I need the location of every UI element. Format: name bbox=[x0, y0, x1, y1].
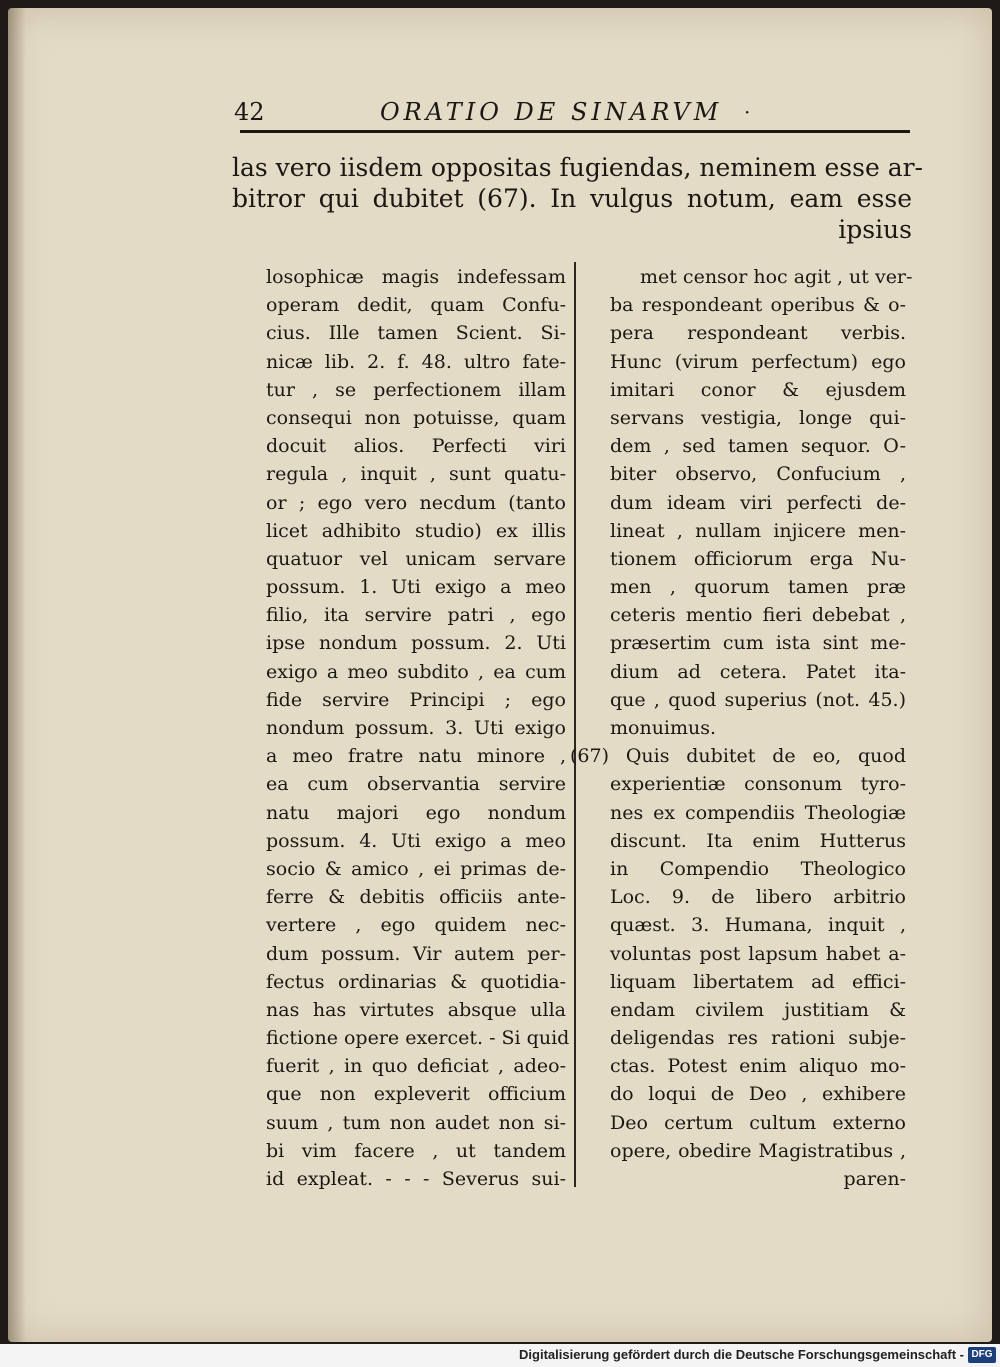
footnote-line: ea cum observantia servire bbox=[266, 773, 566, 796]
footnote-line: quatuor vel unicam servare bbox=[266, 547, 566, 570]
footnote-line: monuimus. bbox=[610, 717, 717, 739]
footnote-line: opere, obedire Magistratibus , bbox=[610, 1139, 906, 1162]
footnote-line: deligendas res rationi subje- bbox=[610, 1027, 906, 1050]
footnote-line: possum. 1. Uti exigo a meo bbox=[266, 576, 566, 599]
footnote-line: ipse nondum possum. 2. Uti bbox=[266, 632, 566, 655]
footnote-line: dium ad cetera. Patet ita- bbox=[610, 660, 906, 683]
footnote-line: nes ex compendiis Theologiæ bbox=[610, 801, 906, 824]
footnote-line: Deo certum cultum externo bbox=[610, 1111, 906, 1134]
footnote-line: filio, ita servire patri , ego bbox=[266, 604, 566, 627]
footnote-line: nondum possum. 3. Uti exigo bbox=[266, 717, 566, 739]
footnote-line: fuerit , in quo deficiat , adeo- bbox=[266, 1055, 566, 1078]
footnote-line: do loqui de Deo , exhibere bbox=[610, 1083, 906, 1106]
footnote-line: tionem officiorum erga Nu- bbox=[610, 547, 906, 570]
footnote-line: experientiæ consonum tyro- bbox=[610, 773, 906, 796]
footnote-line: nicæ lib. 2. f. 48. ultro fate- bbox=[266, 350, 566, 373]
footnote-line: quæst. 3. Humana, inquit , bbox=[610, 914, 906, 937]
catchword: paren- bbox=[843, 1168, 906, 1190]
footnote-line: lineat , nullam injicere men- bbox=[610, 519, 906, 542]
header-rule bbox=[240, 130, 910, 133]
catchword: ipsius bbox=[838, 215, 912, 244]
left-footnote-column bbox=[266, 263, 570, 1193]
footnote-line: imitari conor & ejusdem bbox=[610, 378, 906, 401]
main-text-line: las vero iisdem oppositas fugiendas, neminem esse ar- bbox=[232, 153, 924, 182]
footnote-line: endam civilem justitiam & bbox=[610, 998, 906, 1021]
footnote-line: Hunc (virum perfectum) ego bbox=[610, 350, 906, 373]
footnote-line: a meo fratre natu minore , bbox=[266, 745, 566, 768]
footnote-line: pera respondeant verbis. bbox=[610, 322, 906, 345]
page-number: 42 bbox=[234, 98, 265, 126]
footnote-line: operam dedit, quam Confu- bbox=[266, 294, 566, 317]
right-footnote-column bbox=[570, 263, 913, 1193]
footnote-line: men , quorum tamen præ bbox=[610, 576, 906, 599]
main-text bbox=[232, 152, 924, 245]
footnote-line: in Compendio Theologico bbox=[610, 857, 906, 880]
footnote-line: possum. 4. Uti exigo a meo bbox=[266, 829, 566, 852]
main-text-line: bitror qui dubitet (67). In vulgus notum, eam esse bbox=[232, 184, 912, 213]
footnote-line: ceteris mentio fieri debebat , bbox=[610, 604, 906, 627]
footnote-line: fictione opere exercet. - Si quid bbox=[266, 1027, 570, 1050]
footnote-line: Loc. 9. de libero arbitrio bbox=[610, 886, 906, 909]
column-divider bbox=[574, 262, 576, 1187]
footnote-line: id expleat. - - - Severus sui- bbox=[266, 1168, 566, 1190]
footnote-line: ctas. Potest enim aliquo mo- bbox=[610, 1055, 906, 1078]
footnote-line: socio & amico , ei primas de- bbox=[266, 857, 566, 880]
dfg-logo-icon: DFG bbox=[968, 1347, 996, 1363]
footnote-line: regula , inquit , sunt quatu- bbox=[266, 463, 566, 486]
footnote-line: nas has virtutes absque ulla bbox=[266, 998, 566, 1021]
footnote-line: met censor hoc agit , ut ver- bbox=[640, 266, 913, 288]
footnote-line: servans vestigia, longe qui- bbox=[610, 406, 906, 429]
footnote-line: consequi non potuisse, quam bbox=[266, 406, 566, 429]
footnote-line: dem , sed tamen sequor. O- bbox=[610, 435, 906, 458]
footnote-67-start: (67) Quis dubitet de eo, quod bbox=[570, 745, 906, 768]
footnote-line: voluntas post lapsum habet a- bbox=[610, 942, 906, 965]
footnote-line: biter observo, Confucium , bbox=[610, 463, 906, 486]
running-title: ORATIO DE SINARVM bbox=[380, 98, 723, 126]
footnote-line: losophicæ magis indefessam bbox=[266, 266, 566, 288]
gutter-shadow bbox=[8, 8, 26, 1342]
footnote-line: fectus ordinarias & quotidia- bbox=[266, 970, 566, 993]
footnote-line: dum possum. Vir autem per- bbox=[266, 942, 566, 965]
footnote-line: fide servire Principi ; ego bbox=[266, 688, 566, 711]
footnote-line: liquam libertatem ad effici- bbox=[610, 970, 906, 993]
digitization-footer bbox=[0, 1344, 1000, 1367]
footnote-line: ferre & debitis officiis ante- bbox=[266, 886, 566, 909]
footnote-line: natu majori ego nondum bbox=[266, 801, 566, 824]
header-ornament-icon: · bbox=[744, 100, 751, 124]
footnote-line: que non expleverit officium bbox=[266, 1083, 566, 1106]
footnote-line: dum ideam viri perfecti de- bbox=[610, 491, 906, 514]
footnote-line: vertere , ego quidem nec- bbox=[266, 914, 566, 937]
footnote-line: suum , tum non audet non si- bbox=[266, 1111, 566, 1134]
footnote-line: or ; ego vero necdum (tanto bbox=[266, 491, 566, 514]
footnote-line: præsertim cum ista sint me- bbox=[610, 632, 906, 655]
footnote-line: licet adhibito studio) ex illis bbox=[266, 519, 566, 542]
footnote-line: que , quod superius (not. 45.) bbox=[610, 688, 906, 711]
footnote-line: tur , se perfectionem illam bbox=[266, 378, 566, 401]
footnote-line: cius. Ille tamen Scient. Si- bbox=[266, 322, 566, 345]
funding-note: Digitalisierung gefördert durch die Deutsche Forschungsgemeinschaft - bbox=[519, 1347, 964, 1362]
footnote-line: docuit alios. Perfecti viri bbox=[266, 435, 566, 458]
footnote-line: ba respondeant operibus & o- bbox=[610, 294, 906, 317]
footnote-line: exigo a meo subdito , ea cum bbox=[266, 660, 566, 683]
footnote-line: discunt. Ita enim Hutterus bbox=[610, 829, 906, 852]
footnote-line: bi vim facere , ut tandem bbox=[266, 1139, 566, 1162]
